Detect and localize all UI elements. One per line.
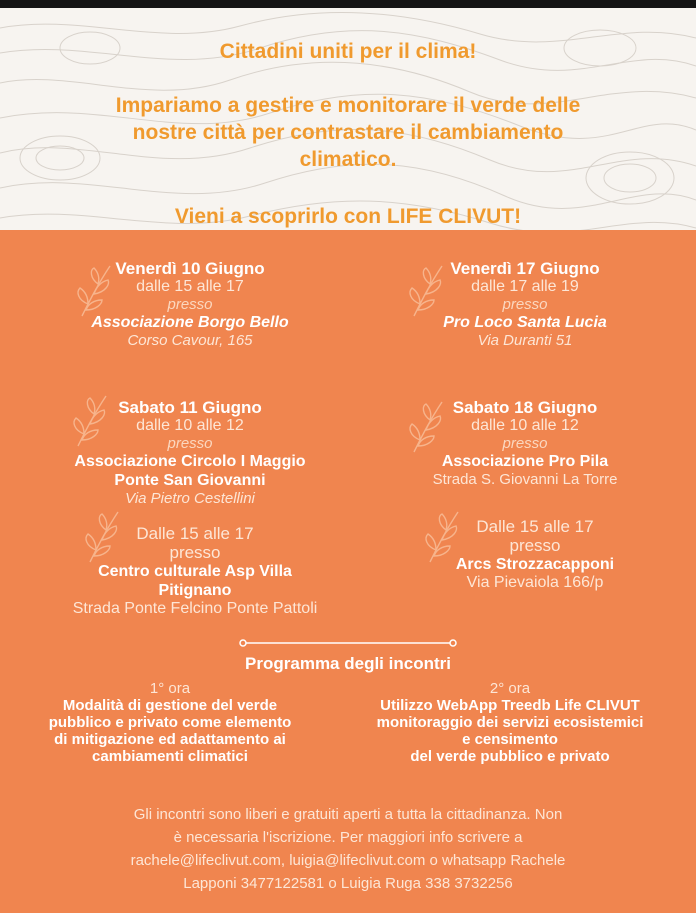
event-location: Associazione Pro Pila <box>441 453 609 470</box>
event-time: Dalle 15 alle 17 <box>476 517 594 536</box>
event-address: Corso Cavour, 165 <box>127 332 253 349</box>
footer-line: rachele@lifeclivut.com, luigia@lifeclivut.com o whatsapp Rachele <box>130 852 566 869</box>
event-presso: presso <box>509 536 561 555</box>
event-day: Venerdì 17 Giugno <box>450 259 600 278</box>
subtitle-line: climatico. <box>299 148 397 171</box>
top-band <box>0 0 696 8</box>
divider <box>238 638 458 648</box>
program-title: Programma degli incontri <box>245 654 451 673</box>
event-presso: presso <box>169 543 221 562</box>
event-presso: presso <box>167 435 213 452</box>
event-day: Sabato 18 Giugno <box>452 398 598 417</box>
footer-info <box>60 803 636 895</box>
event-card <box>425 517 645 592</box>
event-day: Venerdì 10 Giugno <box>115 259 265 278</box>
program-line: Modalità di gestione del verde <box>62 697 278 714</box>
program-line: del verde pubblico e privato <box>410 748 610 765</box>
footer-line: Lapponi 3477122581 o Luigia Ruga 338 3732256 <box>183 875 513 892</box>
program-line: pubblico e privato come elemento <box>48 714 292 731</box>
program-line: e censimento <box>462 731 558 748</box>
event-time: dalle 17 alle 19 <box>471 278 579 295</box>
program-line: cambiamenti climatici <box>92 748 248 765</box>
event-card <box>405 259 645 350</box>
call-to-action: Vieni a scoprirlo con LIFE CLIVUT! <box>174 205 522 228</box>
subtitle <box>0 92 696 173</box>
event-card <box>40 398 340 508</box>
event-location-line2: Pitignano <box>158 582 232 599</box>
event-address: Strada Ponte Felcino Ponte Pattoli <box>72 600 318 617</box>
event-address: Via Pievaiola 166/p <box>466 574 604 591</box>
event-location: Centro culturale Asp Villa <box>98 563 292 580</box>
event-location-line2: Ponte San Giovanni <box>114 472 266 489</box>
event-time: dalle 15 alle 17 <box>136 278 244 295</box>
event-presso: presso <box>167 296 213 313</box>
event-time: Dalle 15 alle 17 <box>136 524 254 543</box>
footer-line: Gli incontri sono liberi e gratuiti aperti a tutta la cittadinanza. Non <box>133 806 563 823</box>
event-address: Via Duranti 51 <box>477 332 573 349</box>
event-presso: presso <box>502 435 548 452</box>
subtitle-line: nostre città per contrastare il cambiamento <box>132 121 564 144</box>
event-presso: presso <box>502 296 548 313</box>
program-line: di mitigazione ed adattamento ai <box>54 731 286 748</box>
event-location: Pro Loco Santa Lucia <box>443 314 607 331</box>
hour-label: 2° ora <box>489 680 531 697</box>
header <box>0 8 696 230</box>
event-card <box>400 398 650 489</box>
event-card <box>30 524 360 618</box>
event-location: Associazione Circolo I Maggio <box>74 453 306 470</box>
event-time: dalle 10 alle 12 <box>136 417 244 434</box>
program-first-hour <box>20 680 320 765</box>
event-day: Sabato 11 Giugno <box>118 398 262 417</box>
footer-line: è necessaria l'iscrizione. Per maggiori info scrivere a <box>173 829 523 846</box>
program-second-hour <box>345 680 675 765</box>
subtitle-line: Impariamo a gestire e monitorare il verde delle <box>115 94 581 117</box>
event-address: Strada S. Giovanni La Torre <box>432 471 618 488</box>
event-address: Via Pietro Cestellini <box>125 490 255 507</box>
event-location: Associazione Borgo Bello <box>91 314 289 331</box>
event-card <box>70 259 310 350</box>
page-title: Cittadini uniti per il clima! <box>219 40 477 63</box>
event-time: dalle 10 alle 12 <box>471 417 579 434</box>
program-line: monitoraggio dei servizi ecosistemici <box>376 714 644 731</box>
program-line: Utilizzo WebApp Treedb Life CLIVUT <box>380 697 640 714</box>
hour-label: 1° ora <box>149 680 191 697</box>
event-location: Arcs Strozzacapponi <box>455 556 615 573</box>
